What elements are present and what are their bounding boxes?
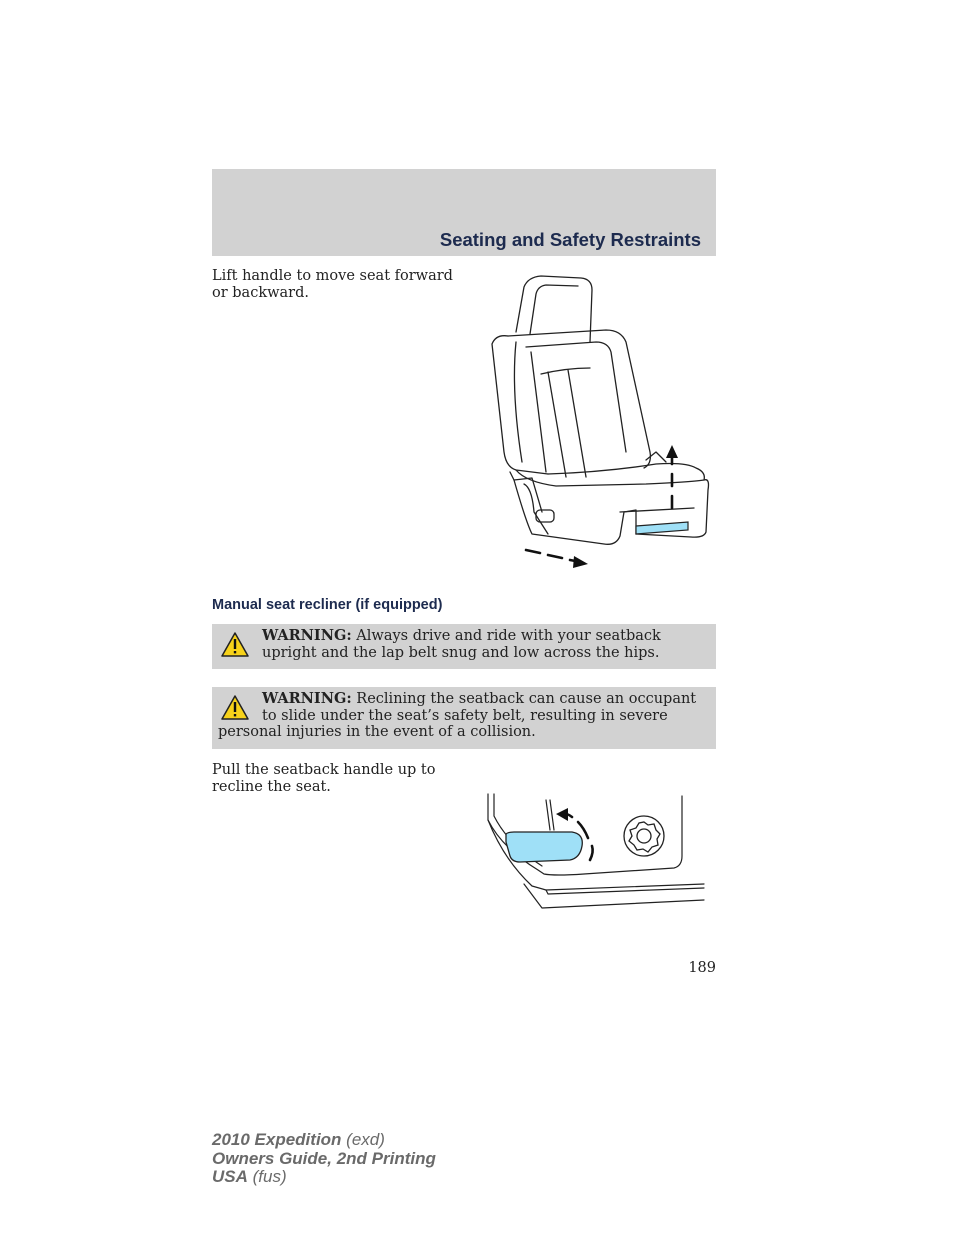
- seatback-outline: [492, 336, 548, 474]
- seat-side-panel: [510, 472, 636, 544]
- fore-aft-handle: [636, 522, 688, 534]
- footer-model: 2010 Expedition: [212, 1130, 342, 1149]
- footer-market-code: (fus): [247, 1167, 287, 1186]
- recline-knob: [624, 816, 664, 856]
- warning-text: Always drive and ride with your seatback upright and the lap belt snug and low across the hips.: [262, 628, 661, 661]
- lift-arrowhead: [666, 445, 678, 458]
- recliner-handle-illustration: [484, 790, 710, 914]
- recliner-heading: Manual seat recliner (if equipped): [212, 597, 443, 613]
- warning-label: WARNING:: [262, 690, 352, 707]
- footer-market: USA: [212, 1167, 248, 1186]
- warning-triangle-icon: [220, 694, 250, 721]
- seat-adjust-instruction: Lift handle to move seat forward or backward.: [212, 268, 453, 301]
- warning-box-recline: [212, 687, 716, 749]
- document-footer: [212, 1131, 436, 1187]
- warning-box-upright: [212, 624, 716, 669]
- seat-fore-aft-illustration: [486, 272, 716, 572]
- slide-arrowhead: [573, 556, 588, 568]
- recline-arrowhead: [556, 808, 568, 821]
- warning-text: Reclining the seatback can cause an occupant to slide under the seat’s safety belt, resulting in severe personal injuries in the event of a collision.: [218, 691, 697, 740]
- recline-instruction: Pull the seatback handle up to recline the seat.: [212, 762, 436, 795]
- footer-edition: Owners Guide, 2nd Printing: [212, 1148, 436, 1168]
- warning-label: WARNING:: [262, 627, 352, 644]
- page-number: 189: [688, 960, 716, 976]
- slide-arrow: [526, 550, 578, 562]
- recline-handle: [506, 832, 582, 862]
- warning-triangle-icon: [220, 631, 250, 658]
- footer-model-code: (exd): [341, 1130, 385, 1149]
- section-header-band: [212, 169, 716, 256]
- section-title: Seating and Safety Restraints: [439, 229, 701, 250]
